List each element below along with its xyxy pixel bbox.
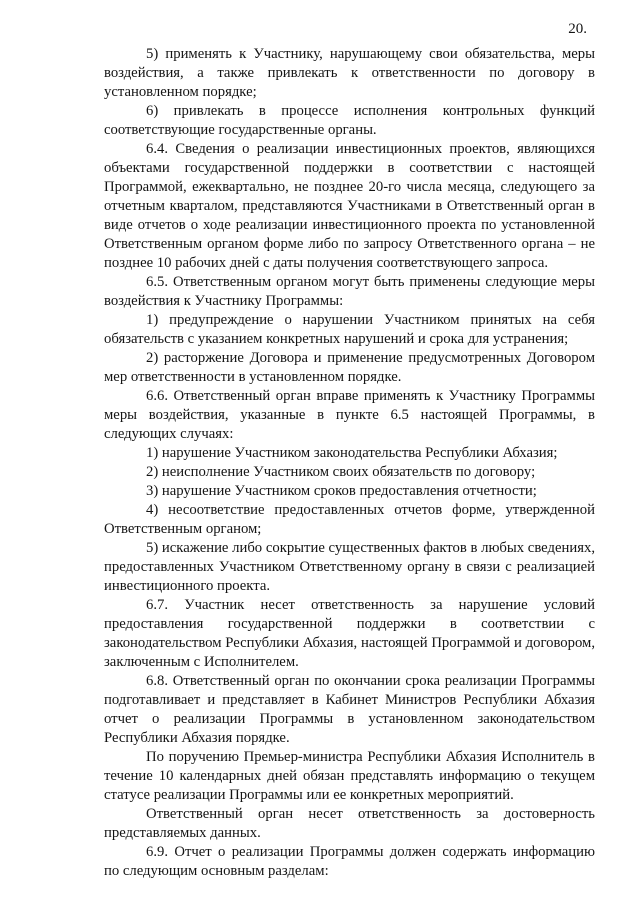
paragraph-6-involve-authorities: 6) привлекать в процессе исполнения контрольных функций соответствующие государственные органы. [104,103,595,138]
paragraph-6-7-liability: 6.7. Участник несет ответственность за нарушение условий предоставления государственной поддержки в соответствии с законодательством Республики Абхазия, настоящей Программой и договором, заключенным с Исполнителем. [104,597,595,670]
list-item-non-performance: 2) неисполнение Участником своих обязательств по договору; [146,464,536,480]
document-body [104,45,595,881]
page-number: 20. [568,21,587,37]
list-item-concealment: 5) искажение либо сокрытие существенных фактов в любых сведениях, предоставленных Участником Ответственному органу в связи с реализацией инвестиционного проекта. [104,540,595,594]
paragraph-6-5-measures: 6.5. Ответственным органом могут быть применены следующие меры воздействия к Участнику Программы: [104,274,595,309]
paragraph-prime-minister-request: По поручению Премьер-министра Республики Абхазия Исполнитель в течение 10 календарных дней обязан представлять информацию о текущем статусе реализации Программы или ее конкретных мероприятий. [104,749,595,803]
list-item-report-form-mismatch: 4) несоответствие предоставленных отчетов форме, утвержденной Ответственным органом; [104,502,595,537]
list-item-warning: 1) предупреждение о нарушении Участником принятых на себя обязательств с указанием конкретных нарушений и срока для устранения; [104,312,595,347]
paragraph-6-8-program-report: 6.8. Ответственный орган по окончании срока реализации Программы подготавливает и представляет в Кабинет Министров Республики Абхазия отчет о реализации Программы в установленном законодательством Республики Абхазия порядке. [104,673,595,746]
paragraph-5-apply-measures: 5) применять к Участнику, нарушающему свои обязательства, меры воздействия, а также привлекать к ответственности по договору в установленном порядке; [104,46,595,100]
list-item-law-violation: 1) нарушение Участником законодательства Республики Абхазия; [146,445,558,461]
list-item-reporting-delay: 3) нарушение Участником сроков предоставления отчетности; [146,483,537,499]
paragraph-data-reliability: Ответственный орган несет ответственность за достоверность представляемых данных. [104,806,595,841]
paragraph-6-4-reporting: 6.4. Сведения о реализации инвестиционных проектов, являющихся объектами государственной поддержки в соответствии с настоящей Программой, ежеквартально, не позднее 20-го числа месяца, следующего за отчетным кварталом, представляются Участниками в Ответственный орган в виде отчетов о ходе реализации инвестиционного проекта по установленной Ответственным органом форме либо по запросу Ответственного органа – не позднее 10 рабочих дней с даты получения соответствующего запроса. [104,141,595,271]
paragraph-6-9-report-contents: 6.9. Отчет о реализации Программы должен содержать информацию по следующим основным разделам: [104,844,595,879]
list-item-termination: 2) расторжение Договора и применение предусмотренных Договором мер ответственности в установленном порядке. [104,350,595,385]
paragraph-6-6-cases: 6.6. Ответственный орган вправе применять к Участнику Программы меры воздействия, указанные в пункте 6.5 настоящей Программы, в следующих случаях: [104,388,595,442]
